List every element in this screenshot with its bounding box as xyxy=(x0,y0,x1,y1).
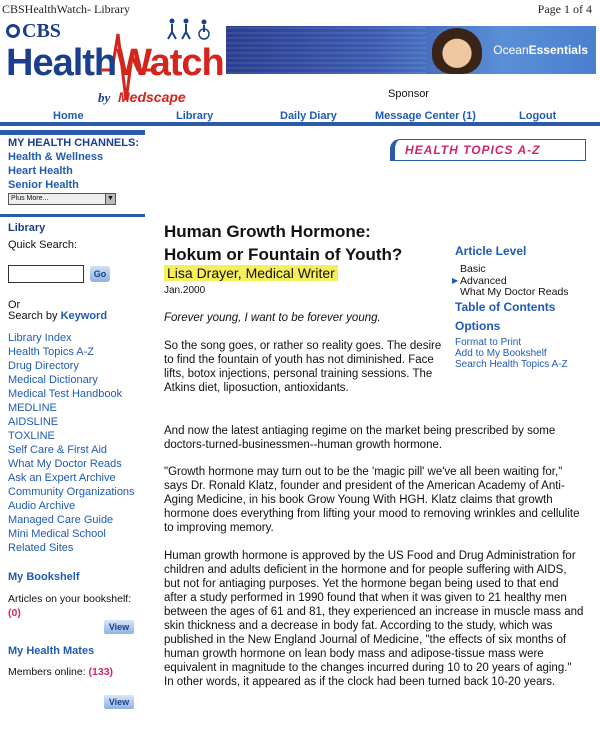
sidebar-divider xyxy=(0,130,145,135)
nav-daily-diary[interactable]: Daily Diary xyxy=(280,110,337,122)
triangle-right-icon: ▶ xyxy=(452,276,459,285)
walking-people-icon xyxy=(166,18,216,40)
article-level-heading: Article Level xyxy=(455,244,527,258)
article-paragraph-1: Forever young, I want to be forever young. xyxy=(164,312,381,324)
members-online-text: Members online: (133) xyxy=(8,666,114,678)
keyword-link[interactable]: Keyword xyxy=(60,310,108,322)
channel-heart-health[interactable]: Heart Health xyxy=(8,165,73,177)
article-title-line1: Human Growth Hormone: xyxy=(164,222,371,241)
library-heading: Library xyxy=(8,222,46,234)
link-medical-dictionary[interactable]: Medical Dictionary xyxy=(8,374,98,386)
level-basic[interactable]: Basic xyxy=(460,263,486,275)
banner-pattern xyxy=(226,26,426,74)
logo-by-text: by xyxy=(98,90,111,105)
link-community-organizations[interactable]: Community Organizations xyxy=(8,486,135,498)
options-heading: Options xyxy=(455,319,501,333)
add-to-bookshelf-link[interactable]: Add to My Bookshelf xyxy=(455,348,547,359)
top-navigation xyxy=(0,106,600,126)
banner-brand-text: OceanEssentials xyxy=(493,43,588,57)
nav-library[interactable]: Library xyxy=(176,110,214,122)
article-paragraph-5: Human growth hormone is approved by the US Food and Drug Administration for children and adults deficient in the hormone and for people suffering with AIDS, but not for antiaging purposes. Yet the hormone began being used to that end after a study performed in 1990 found that when it was given to 21 healthy men between the ages of 61 and 81, they experienced an increase in muscle mass and skin thickness and a decrease in body fat. According to the study, which was published in the New England Journal of Medicine, "the effects of six months of human growth hormone on lean body mass and adipose-tissue mass were equivalent in magnitude to the changes incurred during 10 to 20 years of aging." In other words, it appeared as if the clock had been turned back 10-20 years. xyxy=(164,550,584,688)
bookshelf-count: (0) xyxy=(8,607,21,619)
link-drug-directory[interactable]: Drug Directory xyxy=(8,360,79,372)
link-self-care[interactable]: Self Care & First Aid xyxy=(8,444,108,456)
article-author: Lisa Drayer, Medical Writer xyxy=(164,265,338,281)
healthwatch-wordmark: HealthWatch xyxy=(6,42,224,84)
ocean-essentials-banner-ad[interactable] xyxy=(226,26,596,74)
link-managed-care-guide[interactable]: Managed Care Guide xyxy=(8,514,114,526)
health-channels-heading: MY HEALTH CHANNELS: xyxy=(8,137,139,149)
channel-senior-health[interactable]: Senior Health xyxy=(8,179,79,191)
select-value: Plus More... xyxy=(11,195,49,202)
members-online-count: (133) xyxy=(88,666,114,678)
article-date: Jan.2000 xyxy=(164,285,206,296)
table-of-contents-link[interactable]: Table of Contents xyxy=(455,300,556,314)
link-toxline[interactable]: TOXLINE xyxy=(8,430,55,442)
link-health-topics[interactable]: Health Topics A-Z xyxy=(8,346,95,358)
go-button[interactable]: Go xyxy=(90,266,110,282)
nav-logout[interactable]: Logout xyxy=(519,110,557,122)
cbs-eye-icon xyxy=(6,24,20,38)
nav-message-center[interactable]: Message Center (1) xyxy=(375,110,476,122)
article-paragraph-2: So the song goes, or rather so reality goes. The desire to find the fountain of youth has not diminished. Face lifts, botox injections, personal training sessions. The Atkins diet, liposuction, antioxidants. xyxy=(164,340,442,394)
article-paragraph-4: "Growth hormone may turn out to be the 'magic pill' we've all been waiting for," says Dr. Ronald Klatz, founder and president of the American Academy of Anti-Aging Medicine, in his book Grow Young With HGH. Klatz claims that growth hormone does everything from lifting your mood to removing wrinkles and cellulite to improving memory. xyxy=(164,466,580,534)
bookshelf-text: Articles on your bookshelf: xyxy=(8,593,132,605)
search-by-keyword: Search by Keyword xyxy=(8,310,108,322)
article-paragraph-3: And now the latest antiaging regime on the market being prescribed by some doctors-turned-businessmen--human growth hormone. xyxy=(164,425,556,451)
quick-search-label: Quick Search: xyxy=(8,239,78,251)
cbs-logo-text: CBS xyxy=(6,20,61,43)
mates-view-button[interactable]: View xyxy=(104,695,134,709)
health-topics-az-banner[interactable]: HEALTH TOPICS A-Z xyxy=(390,139,586,161)
article-title-line2: Hokum or Fountain of Youth? xyxy=(164,245,403,264)
link-mini-medical-school[interactable]: Mini Medical School xyxy=(8,528,106,540)
link-what-my-doctor-reads[interactable]: What My Doctor Reads xyxy=(8,458,122,470)
level-what-my-doctor-reads[interactable]: What My Doctor Reads xyxy=(460,286,569,298)
more-channels-select[interactable] xyxy=(8,193,116,205)
quick-search-input[interactable] xyxy=(8,265,84,283)
bookshelf-view-button[interactable]: View xyxy=(104,620,134,634)
print-page-number: Page 1 of 4 xyxy=(537,2,592,16)
sponsor-label: Sponsor xyxy=(388,88,429,100)
bookshelf-heading[interactable]: My Bookshelf xyxy=(8,571,80,583)
or-label: Or xyxy=(8,299,21,311)
level-advanced[interactable]: Advanced xyxy=(460,275,507,287)
link-related-sites[interactable]: Related Sites xyxy=(8,542,74,554)
link-medical-test-handbook[interactable]: Medical Test Handbook xyxy=(8,388,123,400)
library-divider xyxy=(0,214,145,217)
medscape-logo-text: Medscape xyxy=(118,89,186,105)
nav-home[interactable]: Home xyxy=(53,110,84,122)
link-aidsline[interactable]: AIDSLINE xyxy=(8,416,59,428)
link-medline[interactable]: MEDLINE xyxy=(8,402,57,414)
print-header-title: CBSHealthWatch- Library xyxy=(2,2,130,16)
chevron-down-icon: ▼ xyxy=(105,194,115,204)
smiling-woman-image xyxy=(432,28,482,74)
article-title xyxy=(164,220,402,266)
health-mates-heading[interactable]: My Health Mates xyxy=(8,645,95,657)
format-to-print-link[interactable]: Format to Print xyxy=(455,337,522,348)
link-ask-an-expert[interactable]: Ask an Expert Archive xyxy=(8,472,116,484)
link-library-index[interactable]: Library Index xyxy=(8,332,72,344)
channel-health-wellness[interactable]: Health & Wellness xyxy=(8,151,104,163)
cbs-healthwatch-logo[interactable] xyxy=(2,16,224,108)
link-audio-archive[interactable]: Audio Archive xyxy=(8,500,76,512)
search-health-topics-link[interactable]: Search Health Topics A-Z xyxy=(455,359,568,370)
